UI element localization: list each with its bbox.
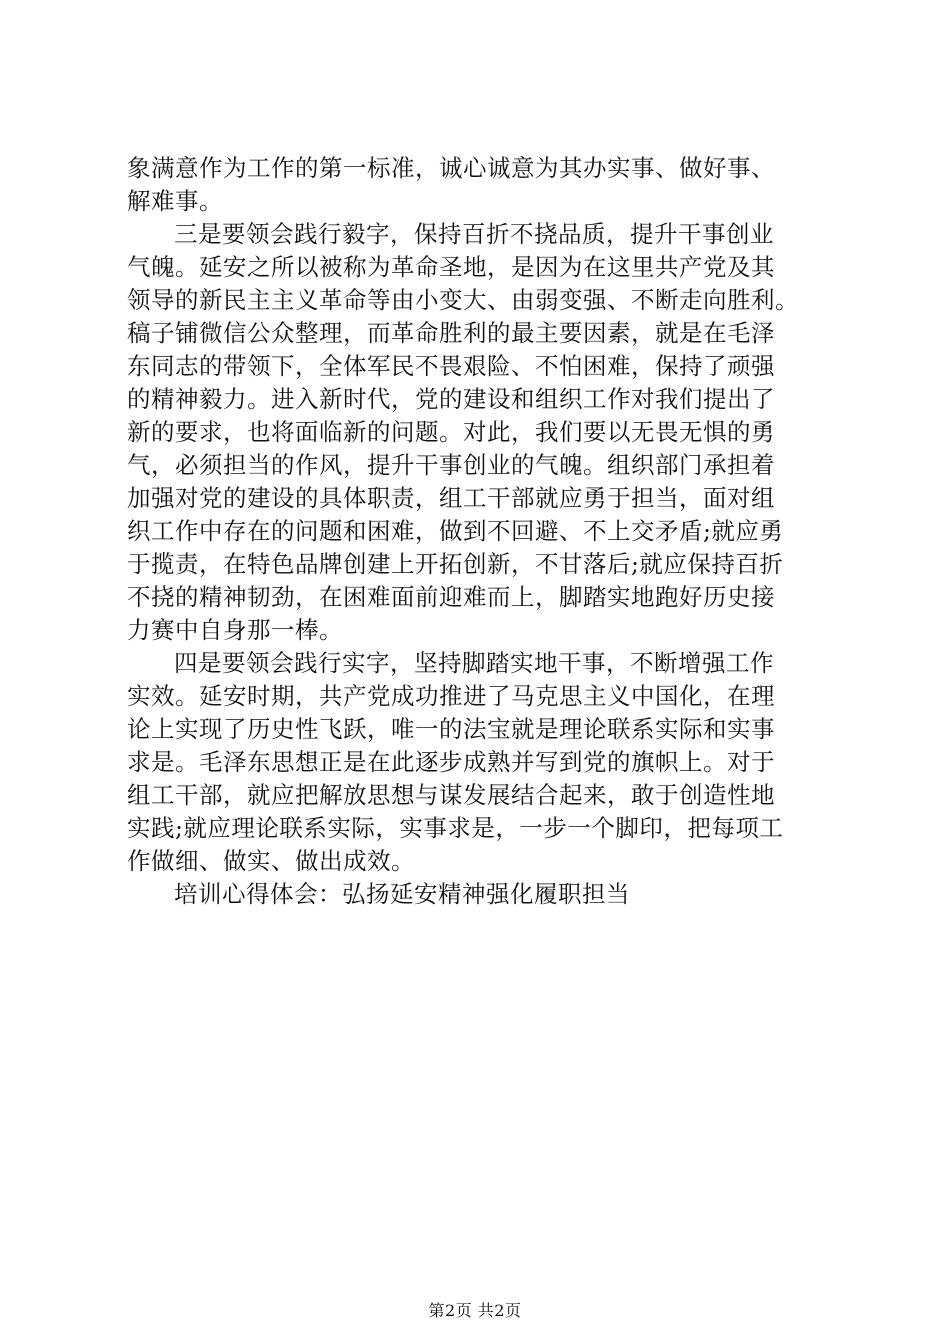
- text-line: 新的要求，也将面临新的问题。对此，我们要以无畏无惧的勇: [127, 418, 775, 446]
- text-line: 作做细、做实、做出成效。: [127, 847, 415, 875]
- text-line: 力赛中自身那一棒。: [127, 616, 343, 644]
- text-line: 论上实现了历史性飞跃，唯一的法宝就是理论联系实际和实事: [127, 715, 775, 743]
- text-line: 气，必须担当的作风，提升干事创业的气魄。组织部门承担着: [127, 451, 775, 479]
- text-line: 稿子铺微信公众整理，而革命胜利的最主要因素，就是在毛泽: [127, 319, 775, 347]
- text-line: 实践;就应理论联系实际，实事求是，一步一个脚印，把每项工: [127, 814, 784, 842]
- paragraph-start-line: 三是要领会践行毅字，保持百折不挠品质，提升干事创业: [174, 220, 774, 248]
- text-line: 织工作中存在的问题和困难，做到不回避、不上交矛盾;就应勇: [127, 517, 784, 545]
- text-line: 的精神毅力。进入新时代，党的建设和组织工作对我们提出了: [127, 385, 775, 413]
- page-number-footer: 第2页 共2页: [428, 1301, 522, 1320]
- text-line: 东同志的带领下，全体军民不畏艰险、不怕困难，保持了顽强: [127, 352, 775, 380]
- paragraph-start-line: 四是要领会践行实字，坚持脚踏实地干事，不断增强工作: [174, 649, 774, 677]
- document-body: [127, 152, 847, 911]
- text-line: 求是。毛泽东思想正是在此逐步成熟并写到党的旗帜上。对于: [127, 748, 775, 776]
- document-title-line: 培训心得体会：弘扬延安精神强化履职担当: [174, 880, 630, 908]
- text-line: 于揽责，在特色品牌创建上开拓创新，不甘落后;就应保持百折: [127, 550, 784, 578]
- text-line: 领导的新民主主义革命等由小变大、由弱变强、不断走向胜利。: [127, 286, 799, 314]
- text-line: 不挠的精神韧劲，在困难面前迎难而上，脚踏实地跑好历史接: [127, 583, 775, 611]
- text-line: 象满意作为工作的第一标准，诚心诚意为其办实事、做好事、: [127, 154, 775, 182]
- text-line: 加强对党的建设的具体职责，组工干部就应勇于担当，面对组: [127, 484, 775, 512]
- text-line: 气魄。延安之所以被称为革命圣地，是因为在这里共产党及其: [127, 253, 775, 281]
- text-line: 实效。延安时期，共产党成功推进了马克思主义中国化，在理: [127, 682, 775, 710]
- text-line: 解难事。: [127, 187, 223, 215]
- text-line: 组工干部，就应把解放思想与谋发展结合起来，敢于创造性地: [127, 781, 775, 809]
